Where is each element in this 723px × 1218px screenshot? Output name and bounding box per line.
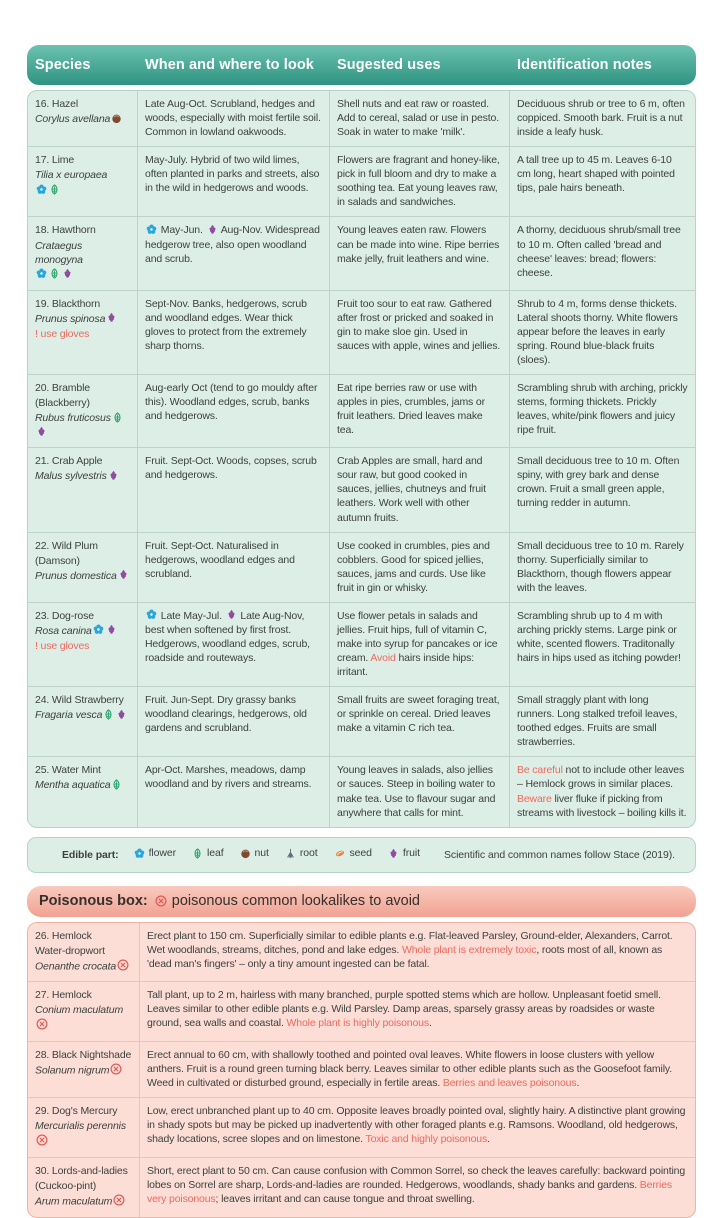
species-cell: 23. Dog-rose Rosa canina ! use gloves	[28, 603, 137, 686]
leaf-icon	[192, 848, 203, 859]
suggested-uses-cell: Fruit too sour to eat raw. Gathered after frost or pricked and soaked in gin to make sloe gin. Used in sauces with apple, wines and jellies.	[329, 291, 509, 374]
description-cell: Low, erect unbranched plant up to 40 cm. Opposite leaves broadly pointed oval, slightly hairy. A distinctive plant growing in shady spots but may be picked up inadvertently with other foraged plants e.g. Ramsons. Woodland, old hedgerows, shady locations, scree slopes and on limestone. Toxic and highly poisonous.	[139, 1098, 695, 1157]
species-cell: 24. Wild Strawberry Fragaria vesca	[28, 687, 137, 756]
species-cell: 26. Hemlock Water-dropwort Oenanthe crocata	[28, 923, 139, 982]
poisonous-box-subtitle: poisonous common lookalikes to avoid	[171, 893, 420, 910]
when-where-cell: Late Aug-Oct. Scrubland, hedges and woods, especially with moist fertile soil. Common in lowland oakwoods.	[137, 91, 329, 146]
legend-items	[133, 847, 435, 862]
species-cell: 27. Hemlock Conium maculatum	[28, 982, 139, 1041]
suggested-uses-cell: Young leaves eaten raw. Flowers can be made into wine. Ripe berries make jelly, fruit leathers and wine.	[329, 217, 509, 289]
suggested-uses-cell: Eat ripe berries raw or use with apples in pies, crumbles, jams or fruit leathers. Dried leaves make tea.	[329, 375, 509, 447]
suggested-uses-cell: Young leaves in salads, also jellies or sauces. Steep in boiling water to make tea. Use to flavour sugar and anywhere that calls for mint.	[329, 757, 509, 826]
species-row	[28, 532, 695, 602]
when-where-cell: Aug-early Oct (tend to go mouldy after this). Woodland edges, scrub, banks and hedgerows.	[137, 375, 329, 447]
species-cell: 21. Crab Apple Malus sylvestris	[28, 448, 137, 531]
seed-icon	[334, 848, 346, 859]
when-where-cell: Apr-Oct. Marshes, meadows, damp woodland and by rivers and streams.	[137, 757, 329, 826]
when-where-cell: Sept-Nov. Banks, hedgerows, scrub and woodland edges. Wear thick gloves to protect from the extremely sharp thorns.	[137, 291, 329, 374]
when-where-cell: Fruit. Sept-Oct. Naturalised in hedgerows, woodland edges and scrubland.	[137, 533, 329, 602]
poison-icon	[36, 1018, 48, 1030]
identification-notes-cell: Small straggly plant with long runners. Long stalked trefoil leaves, toothed edges. Fruits are small strawberries.	[509, 687, 695, 756]
species-row	[28, 756, 695, 826]
when-where-cell: Fruit. Jun-Sept. Dry grassy banks woodland clearings, hedgerows, old gardens and scrubland.	[137, 687, 329, 756]
identification-notes-cell: Shrub to 4 m, forms dense thickets. Lateral shoots thorny. White flowers appear before the leaves in early spring. Round blue-black fruits (sloes).	[509, 291, 695, 374]
when-where-cell: Fruit. Sept-Oct. Woods, copses, scrub and hedgerows.	[137, 448, 329, 531]
flower-icon	[93, 624, 104, 635]
column-header-suggested-uses: Sugested uses	[337, 57, 441, 73]
column-header-species: Species	[35, 57, 91, 73]
species-cell: 17. Lime Tilia x europaea	[28, 147, 137, 216]
poison-icon	[36, 1134, 48, 1146]
poison-icon	[110, 1063, 122, 1075]
poisonous-species-row	[28, 1157, 695, 1217]
when-where-cell: May-July. Hybrid of two wild limes, often planted in parks and streets, also in the wild in hedgerows and woods.	[137, 147, 329, 216]
when-where-cell: May-Jun. Aug-Nov. Widespread hedgerow tree, also open woodland and scrub.	[137, 217, 329, 289]
legend-bar	[27, 837, 696, 873]
poison-icon	[155, 895, 167, 907]
fruit-icon	[118, 569, 129, 580]
species-cell: 22. Wild Plum (Damson) Prunus domestica	[28, 533, 137, 602]
poisonous-species-row	[28, 981, 695, 1041]
poisonous-species-row	[28, 1041, 695, 1097]
legend-item-leaf: leaf	[191, 847, 224, 859]
fruit-icon	[388, 848, 399, 859]
leaf-icon	[112, 412, 123, 423]
suggested-uses-cell: Flowers are fragrant and honey-like, pick in full bloom and dry to make a soothing tea. Eat young leaves raw, in salads and sandwiches.	[329, 147, 509, 216]
suggested-uses-cell: Crab Apples are small, hard and sour raw, but good cooked in sauces, jellies, chutneys and fruit leathers. Work well with other autumn fruits.	[329, 448, 509, 531]
identification-notes-cell: Scrambling shrub up to 4 m with arching prickly stems. Large pink or white, scented flowers. Traditonally hairs in hips used as itching powder!	[509, 603, 695, 686]
species-row	[28, 602, 695, 686]
flower-icon	[36, 184, 47, 195]
species-row	[28, 91, 695, 146]
species-row	[28, 216, 695, 289]
legend-item-nut: nut	[239, 847, 269, 859]
leaf-icon	[103, 709, 114, 720]
identification-notes-cell: A tall tree up to 45 m. Leaves 6-10 cm long, heart shaped with pointed tips, pale hairs beneath.	[509, 147, 695, 216]
description-cell: Tall plant, up to 2 m, hairless with many branched, purple spotted stems which are hollow. Unpleasant foetid smell. Leaves similar to other edible plants e.g. Wild Parsley. Damp areas, sparsely grassy areas by roadsides or waste ground, sea walls and coastal. Whole plant is highly poisonous.	[139, 982, 695, 1041]
description-cell: Short, erect plant to 50 cm. Can cause confusion with Common Sorrel, so check the leaves carefully: backward pointing lobes on Sorrel are sharp, Lords-and-ladies are rounded. Hedgerows, woodlands, shady banks and gardens. Berries very poisonous; leaves irritant and can cause tongue and throat swelling.	[139, 1158, 695, 1217]
poison-icon	[117, 959, 129, 971]
legend-label: Edible part:	[62, 848, 119, 861]
suggested-uses-cell: Use cooked in crumbles, pies and cobblers. Good for spiced jellies, sauces, jams and curds. Use like fruit in gin or whisky.	[329, 533, 509, 602]
suggested-uses-cell: Use flower petals in salads and jellies. Fruit hips, full of vitamin C, make into syrup for pancakes or ice cream. Avoid hairs inside hips: irritant.	[329, 603, 509, 686]
poison-header-icon-slot	[154, 893, 172, 909]
flower-icon	[36, 268, 47, 279]
suggested-uses-cell: Small fruits are sweet foraging treat, or sprinkle on cereal. Dried leaves make a vitamin C rich tea.	[329, 687, 509, 756]
identification-notes-cell: A thorny, deciduous shrub/small tree to 10 m. Often called 'bread and cheese' leaves: bread; flowers: cheese.	[509, 217, 695, 289]
fruit-icon	[62, 268, 73, 279]
species-cell: 29. Dog's Mercury Mercurialis perennis	[28, 1098, 139, 1157]
root-icon	[285, 848, 296, 859]
flower-icon	[134, 848, 145, 859]
poisonous-table-body	[27, 922, 696, 1218]
identification-notes-cell: Scrambling shrub with arching, prickly stems, forming thickets. Prickly leaves, white/pink flowers and juicy ripe fruit.	[509, 375, 695, 447]
fruit-icon	[106, 312, 117, 323]
nut-icon	[111, 113, 122, 124]
species-row	[28, 686, 695, 756]
identification-notes-cell: Small deciduous tree to 10 m. Often spiny, with grey bark and dense crown. Fruit a small green apple, turning redder in autumn.	[509, 448, 695, 531]
fruit-icon	[108, 470, 119, 481]
legend-item-fruit: fruit	[387, 847, 420, 859]
identification-notes-cell: Deciduous shrub or tree to 6 m, often coppiced. Smooth bark. Fruit is a nut inside a leafy husk.	[509, 91, 695, 146]
edible-table-header	[27, 45, 696, 85]
flower-icon	[146, 609, 157, 620]
species-cell: 19. Blackthorn Prunus spinosa ! use gloves	[28, 291, 137, 374]
flower-icon	[146, 224, 157, 235]
when-where-cell: Late May-Jul. Late Aug-Nov, best when softened by first frost. Hedgerows, woodland edges, scrub, roadside and routeways.	[137, 603, 329, 686]
species-cell: 20. Bramble (Blackberry) Rubus fruticosus	[28, 375, 137, 447]
fruit-icon	[207, 224, 218, 235]
fruit-icon	[226, 609, 237, 620]
identification-notes-cell: Small deciduous tree to 10 m. Rarely thorny. Superficially similar to Blackthorn, though flowers appear with the leaves.	[509, 533, 695, 602]
description-cell: Erect annual to 60 cm, with shallowly toothed and pointed oval leaves. White flowers in loose clusters with yellow anthers. Fruit is a round green turning black berry. Leaves similar to other edible plants such as the Goosefoot family. Weed in cultivated or disturbed ground, especially in fertile areas. Berries and leaves poisonous.	[139, 1042, 695, 1097]
legend-item-root: root	[284, 847, 318, 859]
suggested-uses-cell: Shell nuts and eat raw or roasted. Add to cereal, salad or use in pesto. Soak in water to make 'milk'.	[329, 91, 509, 146]
identification-notes-cell: Be careful not to include other leaves – Hemlock grows in similar places. Beware liver fluke if picking from streams with livestock – boiling kills it.	[509, 757, 695, 826]
species-cell: 16. Hazel Corylus avellana	[28, 91, 137, 146]
species-row	[28, 146, 695, 216]
fruit-icon	[106, 624, 117, 635]
species-cell: 25. Water Mint Mentha aquatica	[28, 757, 137, 826]
description-cell: Erect plant to 150 cm. Superficially similar to edible plants e.g. Flat-leaved Parsley, Ground-elder, Alexanders, Carrot. Wet woodlands, streams, ditches, pond and lake edges. Whole plant is extremely toxic, roots most of all, known as 'dead man's fingers' – only a tiny amount ingested can be fatal.	[139, 923, 695, 982]
fruit-icon	[116, 709, 127, 720]
species-row	[28, 447, 695, 531]
legend-note: Scientific and common names follow Stace (2019).	[444, 848, 675, 861]
legend-item-flower: flower	[133, 847, 176, 859]
poisonous-species-row	[28, 923, 695, 982]
fruit-icon	[36, 426, 47, 437]
column-header-identification-notes: Identification notes	[517, 57, 652, 73]
edible-table-body	[27, 90, 696, 828]
poison-icon	[113, 1194, 125, 1206]
species-cell: 18. Hawthorn Crataegus monogyna	[28, 217, 137, 289]
species-row	[28, 290, 695, 374]
poisonous-box-title: Poisonous box:	[39, 893, 148, 910]
legend-item-seed: seed	[333, 847, 372, 859]
column-header-when-where: When and where to look	[145, 57, 314, 73]
species-row	[28, 374, 695, 447]
poisonous-species-row	[28, 1097, 695, 1157]
poisonous-box-header	[27, 886, 696, 917]
species-cell: 30. Lords-and-ladies (Cuckoo-pint) Arum maculatum	[35, 1164, 128, 1208]
nut-icon	[240, 848, 251, 859]
species-cell: 28. Black Nightshade Solanum nigrum	[35, 1049, 132, 1077]
leaf-icon	[111, 779, 122, 790]
leaf-icon	[49, 268, 60, 279]
leaf-icon	[49, 184, 60, 195]
